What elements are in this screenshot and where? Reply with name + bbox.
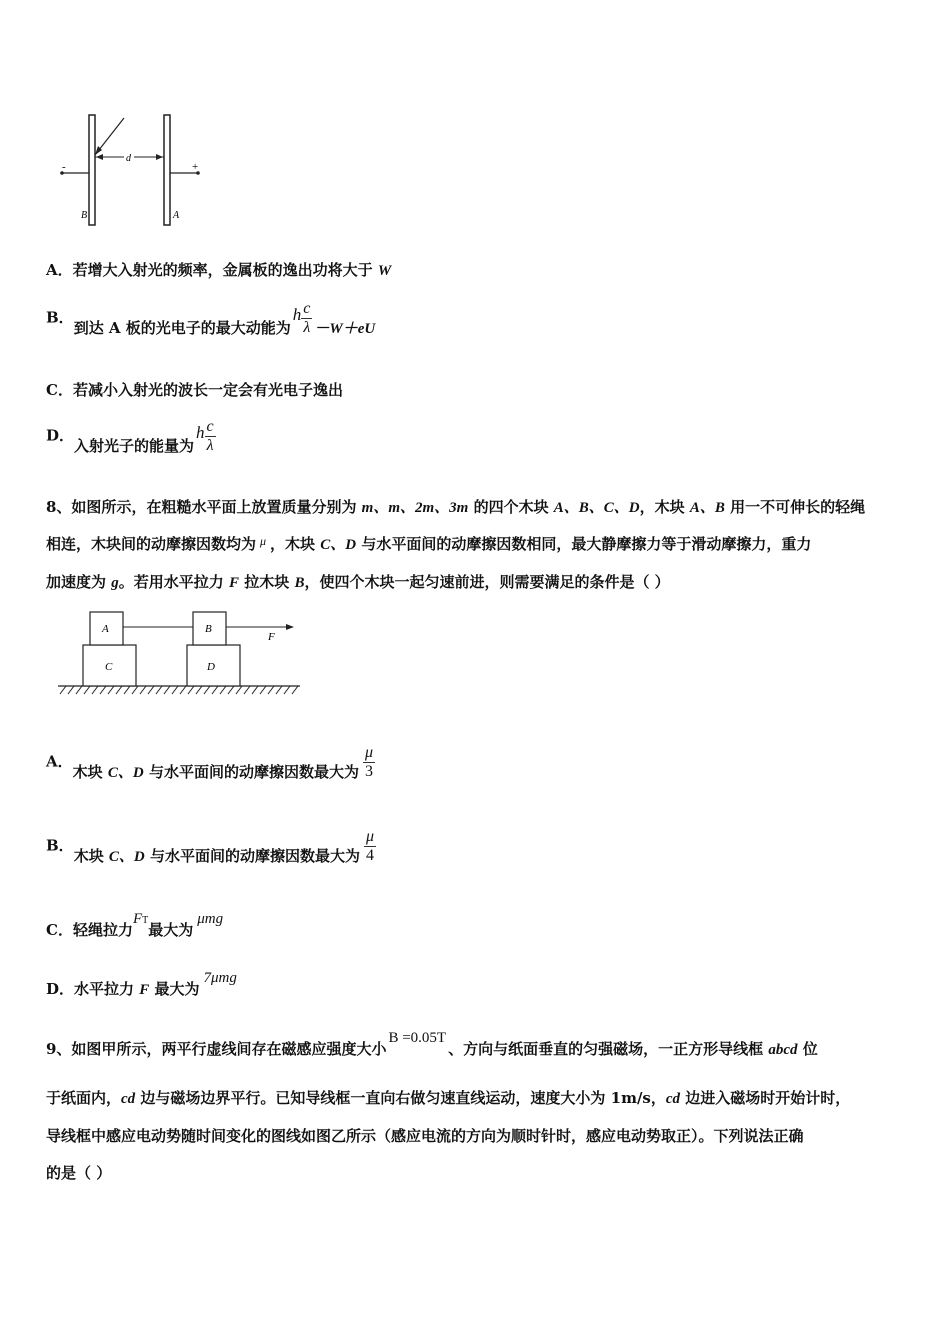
tension-symbol: FT [132,911,149,927]
q8-option-a: A．木块 C、D 与水平面间的动摩擦因数最大为 $\frac{\mu}{3}$ [46,744,373,781]
plate-a [164,115,170,225]
force-label: F [268,631,275,643]
label-plus: + [192,161,199,173]
block-b-label: B [205,623,212,635]
q7-option-a: A．若增大入射光的频率，金属板的逸出功将大于 W [46,261,392,279]
q8-stem-line-2: 相连，木块间的动摩擦因数均为 $^\mu$ ，木块 C、D 与水平面间的动摩擦因数相同，最大静摩擦力等于滑动摩擦力，重力 [46,534,812,553]
plates-figure [56,110,216,230]
fraction-mu-over-4: $\frac{\mu}{4}$ [366,828,375,864]
q8-stem-line-1: 8、如图所示，在粗糙水平面上放置质量分别为 m、m、2m、3m 的四个木块 A、B、C、D，木块 A、B 用一不可伸长的轻绳 [46,498,866,516]
q8-option-c: C．轻绳拉力FT最大为μmg [46,911,224,939]
q9-stem-line-2: 于纸面内，cd 边与磁场边界平行。已知导线框一直向右做匀速直线运动，速度大小为 1m/s，cd 边进入磁场时开始计时， [46,1089,851,1107]
label-plate-b: B [81,210,88,221]
label-d: d [126,153,131,164]
blocks-figure [56,608,306,703]
block-d-label: D [207,661,215,673]
fraction-mu-over-3: $\frac{\mu}{3}$ [364,744,373,780]
fraction-c-over-lambda: $\frac{c}{\lambda}$ [206,418,214,454]
q7-option-b: B．到达 A 板的光电子的最大动能为h $\frac{c}{\lambda}$ －W＋eU [46,300,376,337]
label-plate-a: A [173,210,180,221]
label-minus: - [62,161,66,173]
q9-stem-line-1: 9、如图甲所示，两平行虚线间存在磁感应强度大小B =0.05T、方向与纸面垂直的匀强磁场，一正方形导线框 abcd 位 [46,1030,818,1058]
fraction-c-over-lambda: $\frac{c}{\lambda}$ [303,300,311,336]
q8-stem-line-3: 加速度为 g。若用水平拉力 F 拉木块 B，使四个木块一起匀速前进，则需要满足的条件是（ ） [46,573,670,591]
block-a-label: A [102,623,109,635]
q8-option-d: D．水平拉力 F 最大为7μmg [46,970,237,998]
block-c-label: C [105,661,113,673]
plate-b [89,115,95,225]
q9-stem-line-4: 的是（ ） [46,1164,112,1182]
q7-option-c: C．若减小入射光的波长一定会有光电子逸出 [46,381,343,399]
q7-option-d: D．入射光子的能量为h $\frac{c}{\lambda}$ [46,418,214,455]
q9-stem-line-3: 导线框中感应电动势随时间变化的图线如图乙所示（感应电流的方向为顺时针时，感应电动势取正）。下列说法正确 [46,1127,804,1145]
q8-option-b: B．木块 C、D 与水平面间的动摩擦因数最大为 $\frac{\mu}{4}$ [46,828,375,865]
